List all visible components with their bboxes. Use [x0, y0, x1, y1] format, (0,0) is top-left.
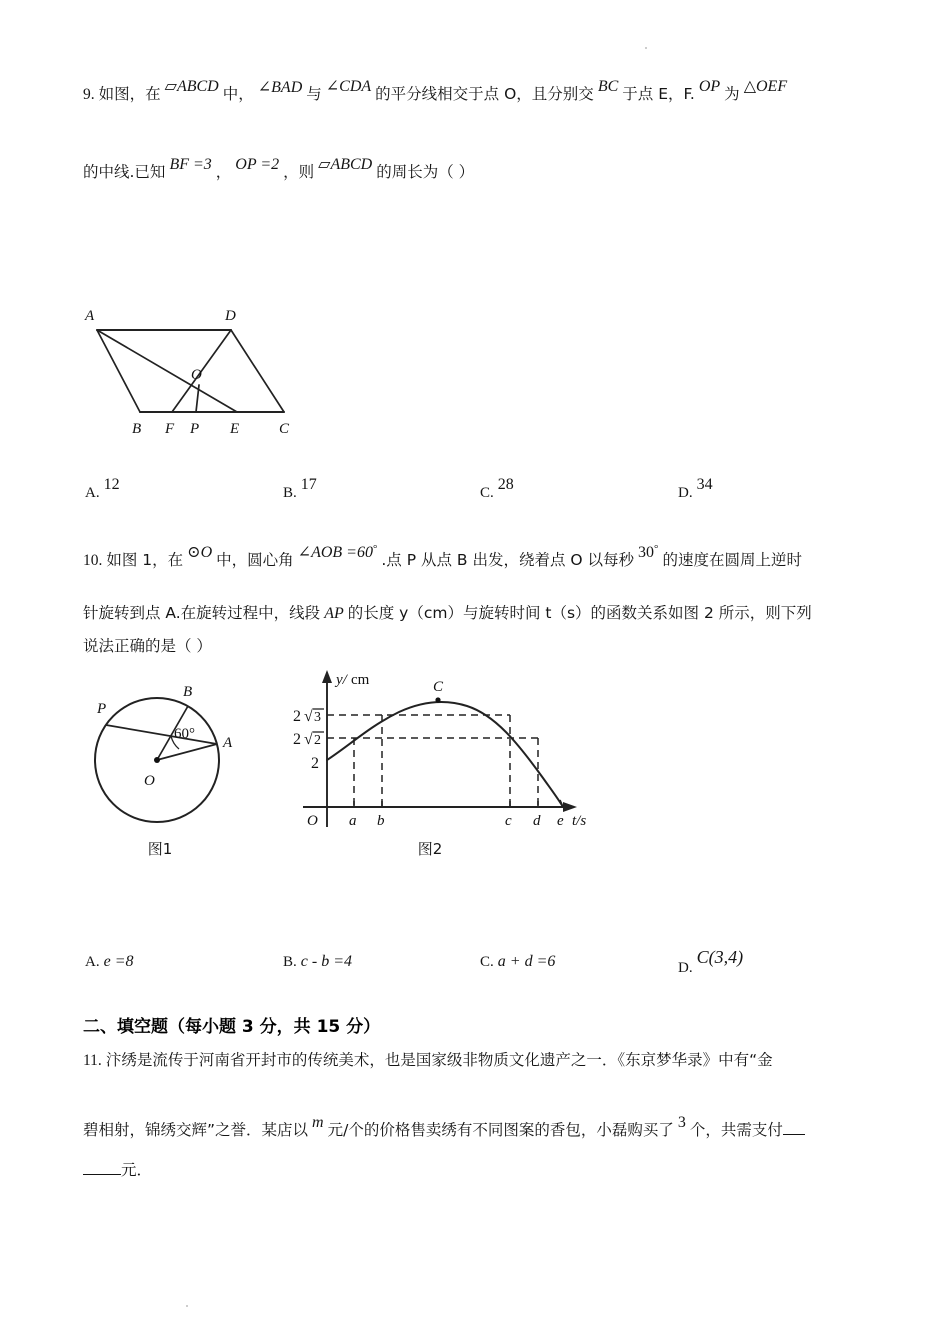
q11-price-variable-m: m: [312, 1114, 324, 1131]
figure-1-caption: 图1: [147, 840, 173, 858]
circle-diagram: [75, 665, 245, 830]
q10-option-d-value: C(3,4): [696, 947, 744, 967]
y-tick-2sqrt3-radicand: 3: [314, 710, 321, 725]
vertex-label-C: C: [279, 421, 290, 437]
q9-option-a[interactable]: [85, 476, 120, 502]
q10-speed-degree-sign: °: [654, 543, 659, 555]
x-tick-labels: [349, 813, 564, 829]
q9-text-seg1: 如图，在: [98, 85, 161, 103]
y-tick-2sqrt3: 2: [293, 708, 301, 725]
vertex-label-O: O: [191, 367, 202, 383]
circle-label-A: A: [223, 735, 233, 751]
q11-text-line3: 元．: [121, 1161, 153, 1179]
q10-option-a-value: e =8: [103, 953, 134, 970]
question-10-figure-2: [295, 662, 595, 837]
question-9-number: 9.: [83, 86, 95, 103]
y-axis-label: y/: [336, 672, 347, 688]
q9-given-bf: BF =3: [169, 156, 212, 173]
question-11-line-1: [83, 1048, 773, 1070]
y-axis-unit: cm: [351, 672, 370, 688]
circle-label-B: B: [183, 684, 193, 700]
q9-given-op: OP =2: [235, 156, 280, 173]
question-9-line-2: [83, 156, 475, 182]
q9-option-c-letter: C.: [480, 485, 494, 501]
circle-label-P: P: [97, 701, 107, 717]
y-axis-arrow: [322, 670, 332, 683]
peak-label-C: C: [433, 679, 444, 695]
question-10-line-2: [83, 601, 812, 623]
q9-segment-op: OP: [698, 78, 721, 95]
question-11-line-3: [83, 1158, 152, 1180]
q10-speed-value: 30: [638, 544, 655, 561]
q10-circle-o: ⊙O: [187, 544, 213, 561]
q9-option-d[interactable]: [678, 476, 713, 502]
q9-text-seg2: 中，: [222, 85, 254, 103]
q9-angle-cda: ∠CDA: [325, 78, 372, 95]
q9-comma-2: ，则: [283, 163, 315, 181]
origin-label-O: O: [307, 813, 318, 829]
vertex-label-P: P: [190, 421, 200, 437]
q10-option-d-letter: D.: [678, 960, 693, 976]
vertex-label-A: A: [85, 308, 95, 324]
x-tick-a: a: [349, 813, 357, 829]
x-tick-e: e: [557, 813, 564, 829]
vertex-label-B: B: [132, 421, 142, 437]
x-axis-label: t/s: [572, 813, 587, 829]
question-10-figure-1: [75, 665, 245, 830]
q9-option-d-letter: D.: [678, 485, 693, 501]
x-axis-arrow: [563, 802, 577, 812]
scan-artifact-dot-bottom: [186, 1305, 188, 1307]
question-11-number: 11.: [83, 1052, 102, 1069]
q10-text-seg4: 的速度在圆周上逆时: [662, 551, 802, 569]
q10-angle-aob: ∠AOB =60: [297, 544, 373, 561]
q9-comma-1: ，: [215, 163, 232, 181]
segment-DC: [231, 330, 284, 412]
parallelogram-diagram: [60, 295, 340, 440]
x-tick-d: d: [533, 813, 541, 829]
q11-answer-blank-part1[interactable]: [783, 1134, 805, 1135]
q9-option-a-letter: A.: [85, 485, 100, 501]
q9-option-b-letter: B.: [283, 485, 297, 501]
peak-point-C: [435, 697, 440, 702]
y-tick-2sqrt3-radical: √: [304, 708, 313, 725]
q9-text-seg4: 的平分线相交于点 O，且分别交: [375, 85, 594, 103]
q9-segment-bc: BC: [597, 78, 619, 95]
vertex-label-F: F: [165, 421, 175, 437]
y-tick-labels: [293, 708, 324, 772]
q9-option-b-value: 17: [300, 476, 317, 493]
q10-angle-degree-sign: °: [372, 543, 378, 555]
q10-text-seg3: .点 P 从点 B 出发，绕着点 O 以每秒: [381, 551, 635, 569]
q9-triangle-oef: △OEF: [743, 78, 788, 95]
q10-option-c-letter: C.: [480, 954, 494, 970]
vertex-label-E: E: [230, 421, 240, 437]
q9-text-line2-seg2: 的周长为（ ）: [376, 163, 475, 181]
q9-option-a-value: 12: [103, 476, 120, 493]
function-graph: [295, 662, 595, 837]
q9-option-c-value: 28: [497, 476, 514, 493]
center-point-marker: [154, 757, 160, 763]
question-9-line-1: [83, 78, 788, 104]
q11-text-line2a: 碧相射，锦绣交辉”之誉．某店以: [83, 1121, 309, 1139]
q11-quantity-3: 3: [677, 1114, 686, 1131]
q11-text-line2b: 元/个的价格售卖绣有不同图案的香包，小磊购买了: [327, 1121, 674, 1139]
question-9-figure: [60, 295, 340, 440]
radius-OA: [157, 744, 217, 760]
question-11-line-2: [83, 1114, 805, 1140]
q10-option-b-value: c - b =4: [300, 953, 352, 970]
circle-label-O: O: [144, 773, 155, 789]
q9-symbol-parallelogram-abcd-2: ▱ABCD: [318, 156, 373, 173]
q9-option-b[interactable]: [283, 476, 317, 502]
q11-answer-blank-part2[interactable]: [83, 1174, 121, 1175]
angle-label-60: 60°: [174, 726, 195, 742]
q10-text-line2-seg1: 针旋转到点 A.在旋转过程中，线段: [83, 604, 321, 622]
y-tick-2sqrt2-radical: √: [304, 731, 313, 748]
figure-2-caption: 图2: [417, 840, 443, 858]
q10-option-c-value: a + d =6: [497, 953, 556, 970]
y-tick-2: 2: [311, 755, 319, 772]
q9-text-seg6: 为: [724, 85, 740, 103]
question-10-line-1: [83, 543, 802, 570]
q11-text-line2c: 个，共需支付: [689, 1121, 783, 1139]
q10-text-line2-seg2: 的长度 y（cm）与旋转时间 t（s）的函数关系如图 2 所示，则下列: [347, 604, 812, 622]
chord-PA: [106, 725, 217, 744]
q9-option-c[interactable]: [480, 476, 514, 502]
q9-text-line2-seg1: 的中线.已知: [83, 163, 166, 181]
q9-text-seg3: 与: [306, 85, 322, 103]
q9-symbol-parallelogram-abcd-1: ▱ABCD: [164, 78, 219, 95]
q10-option-b-letter: B.: [283, 954, 297, 970]
curve-ap-length: [327, 702, 563, 807]
scan-artifact-dot-top: [645, 47, 647, 49]
q10-option-c[interactable]: [480, 953, 555, 971]
y-tick-2sqrt2: 2: [293, 731, 301, 748]
q9-angle-bad: ∠BAD: [257, 79, 303, 96]
question-10-number: 10.: [83, 552, 103, 569]
question-10-line-3: 说法正确的是（ ）: [83, 637, 212, 655]
q10-text-seg2: 中，圆心角: [216, 551, 294, 569]
x-tick-b: b: [377, 813, 385, 829]
q10-segment-ap: AP: [324, 605, 344, 622]
vertex-label-D: D: [225, 308, 236, 324]
q11-text-line1: 汴绣是流传于河南省开封市的传统美术，也是国家级非物质文化遗产之一．《东京梦华录》中有“金: [105, 1051, 773, 1069]
q10-text-seg1: 如图 1，在: [106, 551, 184, 569]
q10-option-b[interactable]: [283, 953, 352, 971]
q10-option-d[interactable]: [678, 947, 744, 977]
q9-text-seg5: 于点 E，F.: [622, 85, 695, 103]
x-tick-c: c: [505, 813, 512, 829]
q10-option-a[interactable]: [85, 953, 134, 971]
section-2-heading: 二、填空题（每小题 3 分，共 15 分）: [83, 1017, 381, 1037]
y-tick-2sqrt2-radicand: 2: [314, 733, 321, 748]
q9-option-d-value: 34: [696, 476, 713, 493]
q10-option-a-letter: A.: [85, 954, 100, 970]
